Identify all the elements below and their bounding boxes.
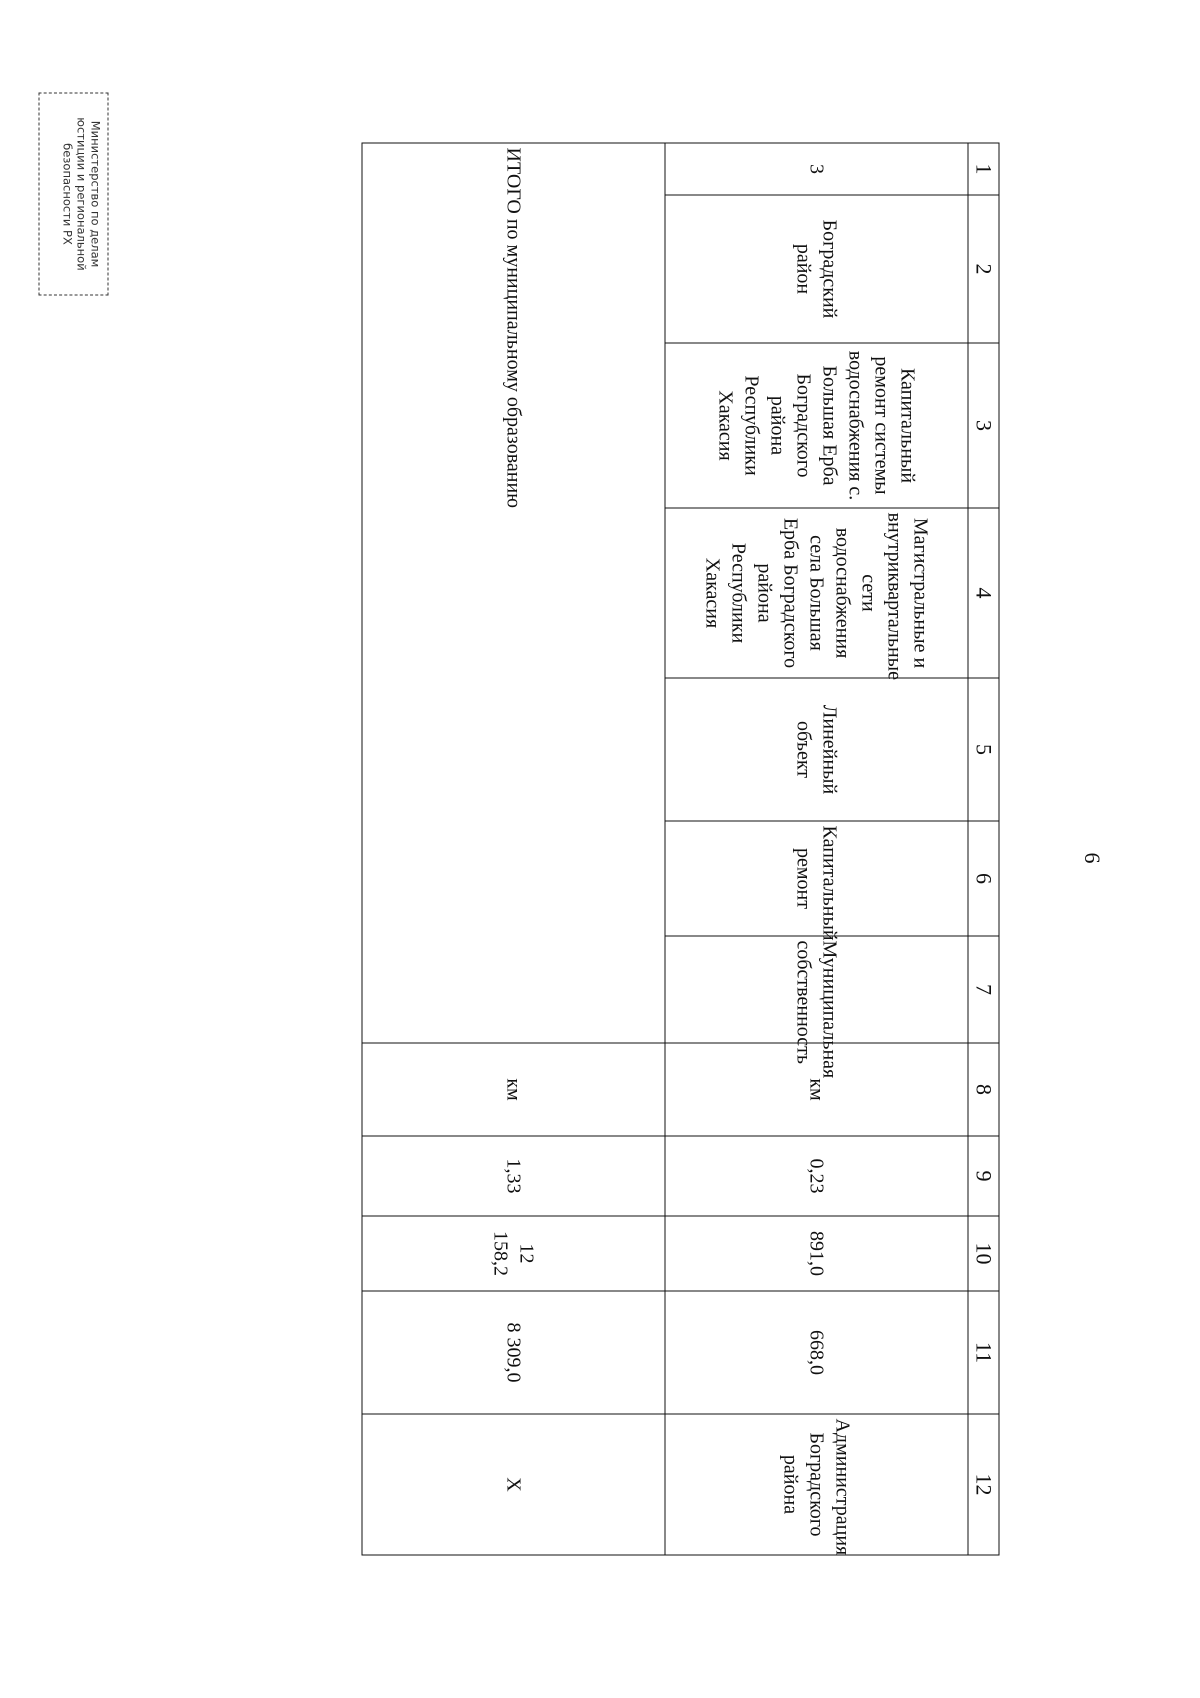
description-cell: Магистральные и внутриквартальные сети водоснабжения села Большая Ерба Боградского района Республики Хакасия [665,508,968,678]
stamp-line-2: юстиции и региональной [74,117,89,271]
col-num-4: 4 [968,508,999,678]
stamp-line-1: Министерство по делам [88,120,103,268]
row-number: 3 [665,143,968,195]
stamp-line-3: безопасности РХ [60,143,75,245]
district-cell: Боградский район [665,195,968,343]
col-num-11: 11 [968,1291,999,1414]
object-name-cell: Капитальный ремонт системы водоснабжения с. Большая Ерба Боградского района Республики Хакасия [665,343,968,508]
col-num-6: 6 [968,821,999,936]
registration-stamp [39,92,109,295]
total-cost-budget-cell: 8 309,0 [362,1291,665,1414]
total-row [362,143,665,1555]
page-number: 6 [1080,852,1105,864]
col-num-5: 5 [968,678,999,821]
capacity-cell: 0,23 [665,1136,968,1216]
col-num-7: 7 [968,936,999,1043]
col-num-10: 10 [968,1216,999,1291]
ownership-cell: Муниципальная собственность [665,936,968,1043]
col-num-8: 8 [968,1043,999,1136]
work-type-cell: Капитальный ремонт [665,821,968,936]
total-capacity-cell: 1,33 [362,1136,665,1216]
cost-total-cell: 891,0 [665,1216,968,1291]
table-wrapper [362,142,999,1554]
col-num-12: 12 [968,1414,999,1555]
column-number-row [968,143,999,1555]
col-num-3: 3 [968,343,999,508]
cost-budget-cell: 668,0 [665,1291,968,1414]
customer-cell: Администрация Боградского района [665,1414,968,1555]
total-cost-total-cell: 12 158,2 [362,1216,665,1291]
objects-table [361,142,999,1555]
total-unit-cell: км [362,1043,665,1136]
col-num-9: 9 [968,1136,999,1216]
object-type-cell: Линейный объект [665,678,968,821]
unit-cell: км [665,1043,968,1136]
total-label: ИТОГО по муниципальному образованию [362,143,665,1043]
total-customer-cell: Х [362,1414,665,1555]
col-num-1: 1 [968,143,999,195]
table-row [665,143,968,1555]
col-num-2: 2 [968,195,999,343]
